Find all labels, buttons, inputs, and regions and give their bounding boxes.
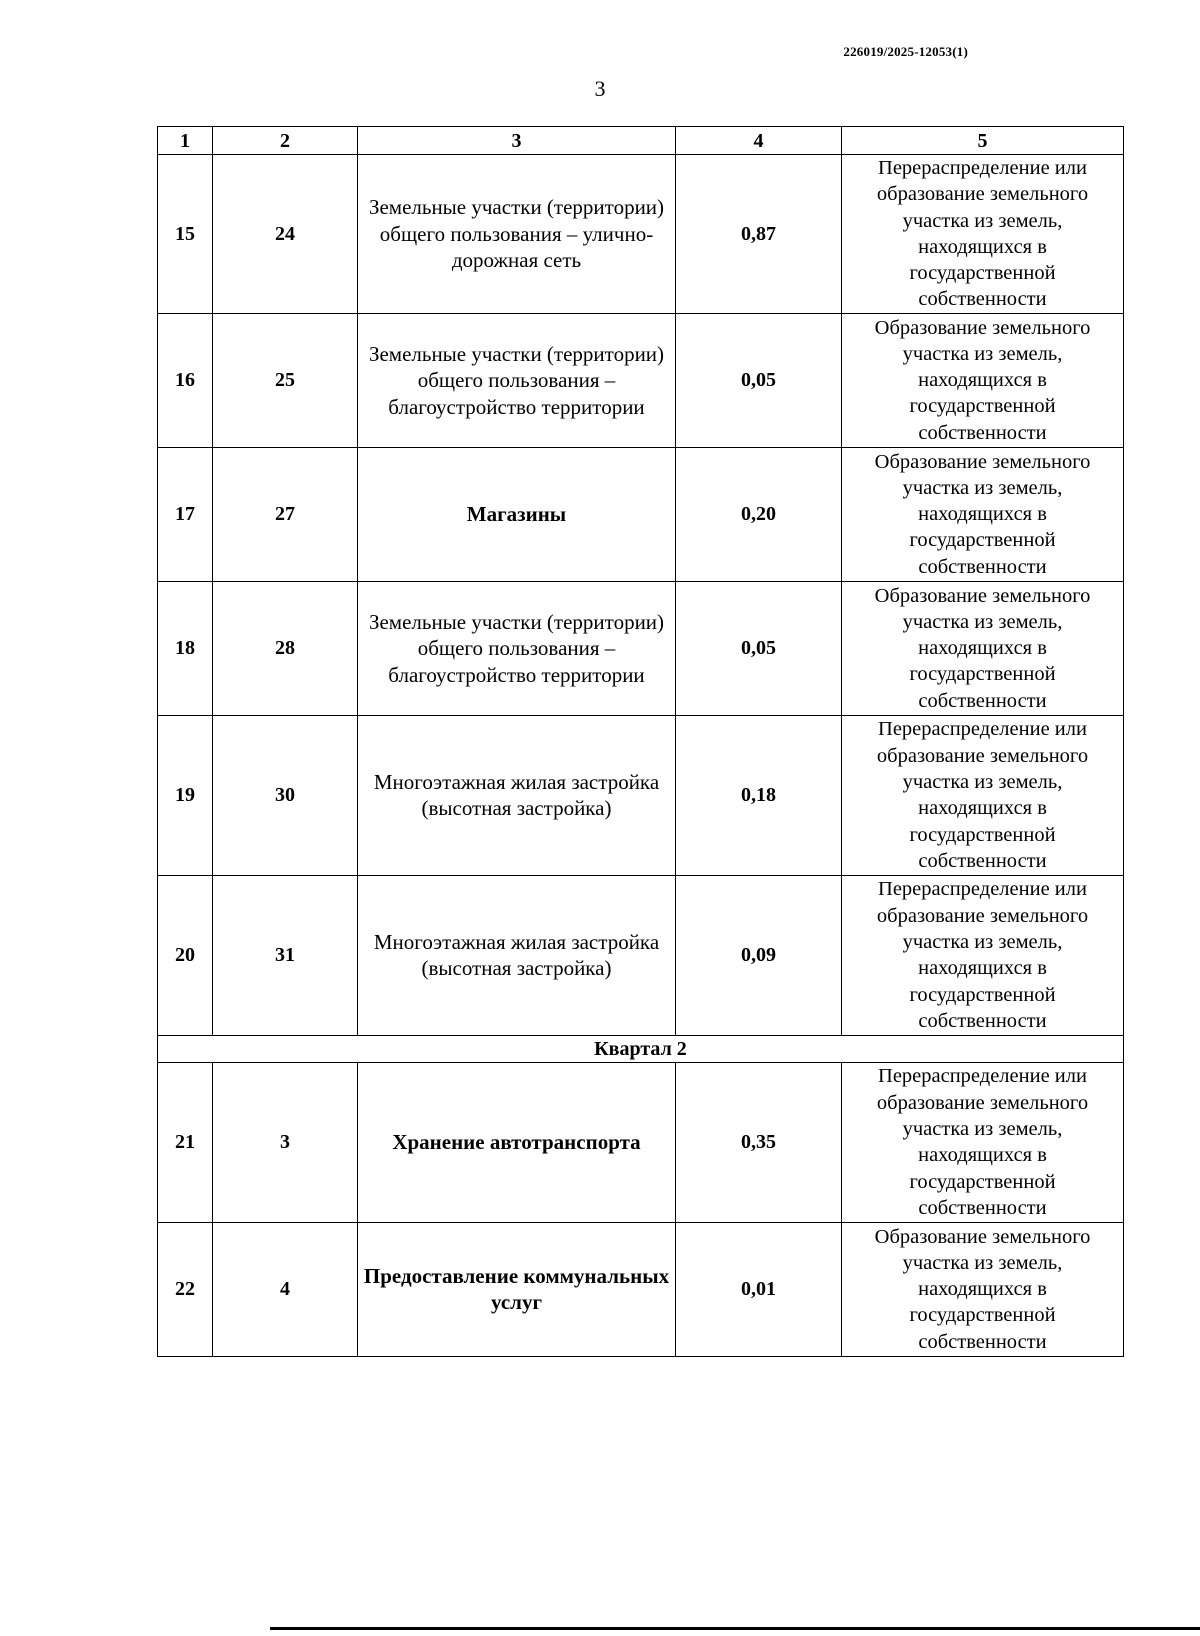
plot-number: 3 bbox=[213, 1062, 358, 1222]
plot-number: 30 bbox=[213, 715, 358, 875]
plot-number: 25 bbox=[213, 313, 358, 447]
permitted-use: Многоэтажная жилая застройка (высотная застройка) bbox=[358, 875, 676, 1035]
row-number: 22 bbox=[158, 1222, 213, 1356]
table-row bbox=[158, 313, 1124, 447]
permitted-use: Многоэтажная жилая застройка (высотная застройка) bbox=[358, 715, 676, 875]
page-number: 3 bbox=[594, 76, 606, 101]
table-header-row bbox=[158, 127, 1124, 155]
table-row bbox=[158, 155, 1124, 314]
plot-number: 28 bbox=[213, 581, 358, 715]
row-number: 16 bbox=[158, 313, 213, 447]
plot-area: 0,05 bbox=[676, 313, 842, 447]
plot-number: 27 bbox=[213, 447, 358, 581]
permitted-use: Предоставление коммунальных услуг bbox=[358, 1222, 676, 1356]
column-header: 4 bbox=[676, 127, 842, 155]
section-row bbox=[158, 1035, 1124, 1062]
formation-method: Образование земельного участка из земель, находящихся в государственной собственности bbox=[842, 581, 1124, 715]
scan-bottom-edge bbox=[270, 1627, 1200, 1630]
land-plots-table bbox=[157, 126, 1124, 1357]
formation-method: Образование земельного участка из земель, находящихся в государственной собственности bbox=[842, 447, 1124, 581]
plot-area: 0,20 bbox=[676, 447, 842, 581]
formation-method: Перераспределение или образование земельного участка из земель, находящихся в государственной собственности bbox=[842, 715, 1124, 875]
plot-number: 31 bbox=[213, 875, 358, 1035]
column-header: 1 bbox=[158, 127, 213, 155]
table-row bbox=[158, 875, 1124, 1035]
row-number: 20 bbox=[158, 875, 213, 1035]
document-number: 226019/2025-12053(1) bbox=[843, 44, 968, 59]
section-title: Квартал 2 bbox=[158, 1035, 1124, 1062]
plot-area: 0,01 bbox=[676, 1222, 842, 1356]
column-header: 5 bbox=[842, 127, 1124, 155]
permitted-use: Магазины bbox=[358, 447, 676, 581]
permitted-use: Хранение автотранспорта bbox=[358, 1062, 676, 1222]
plot-area: 0,09 bbox=[676, 875, 842, 1035]
table-row bbox=[158, 715, 1124, 875]
permitted-use: Земельные участки (территории) общего пользования – благоустройство территории bbox=[358, 581, 676, 715]
row-number: 18 bbox=[158, 581, 213, 715]
formation-method: Перераспределение или образование земельного участка из земель, находящихся в государственной собственности bbox=[842, 875, 1124, 1035]
table-row bbox=[158, 1062, 1124, 1222]
row-number: 15 bbox=[158, 155, 213, 314]
formation-method: Образование земельного участка из земель, находящихся в государственной собственности bbox=[842, 313, 1124, 447]
plot-area: 0,05 bbox=[676, 581, 842, 715]
row-number: 17 bbox=[158, 447, 213, 581]
permitted-use: Земельные участки (территории) общего пользования – благоустройство территории bbox=[358, 313, 676, 447]
plot-area: 0,35 bbox=[676, 1062, 842, 1222]
table-row bbox=[158, 581, 1124, 715]
plot-number: 24 bbox=[213, 155, 358, 314]
formation-method: Перераспределение или образование земельного участка из земель, находящихся в государственной собственности bbox=[842, 155, 1124, 314]
table-row bbox=[158, 1222, 1124, 1356]
table-row bbox=[158, 447, 1124, 581]
row-number: 19 bbox=[158, 715, 213, 875]
formation-method: Перераспределение или образование земельного участка из земель, находящихся в государственной собственности bbox=[842, 1062, 1124, 1222]
column-header: 2 bbox=[213, 127, 358, 155]
row-number: 21 bbox=[158, 1062, 213, 1222]
plot-area: 0,18 bbox=[676, 715, 842, 875]
plot-area: 0,87 bbox=[676, 155, 842, 314]
formation-method: Образование земельного участка из земель, находящихся в государственной собственности bbox=[842, 1222, 1124, 1356]
permitted-use: Земельные участки (территории) общего пользования – улично-дорожная сеть bbox=[358, 155, 676, 314]
plot-number: 4 bbox=[213, 1222, 358, 1356]
column-header: 3 bbox=[358, 127, 676, 155]
